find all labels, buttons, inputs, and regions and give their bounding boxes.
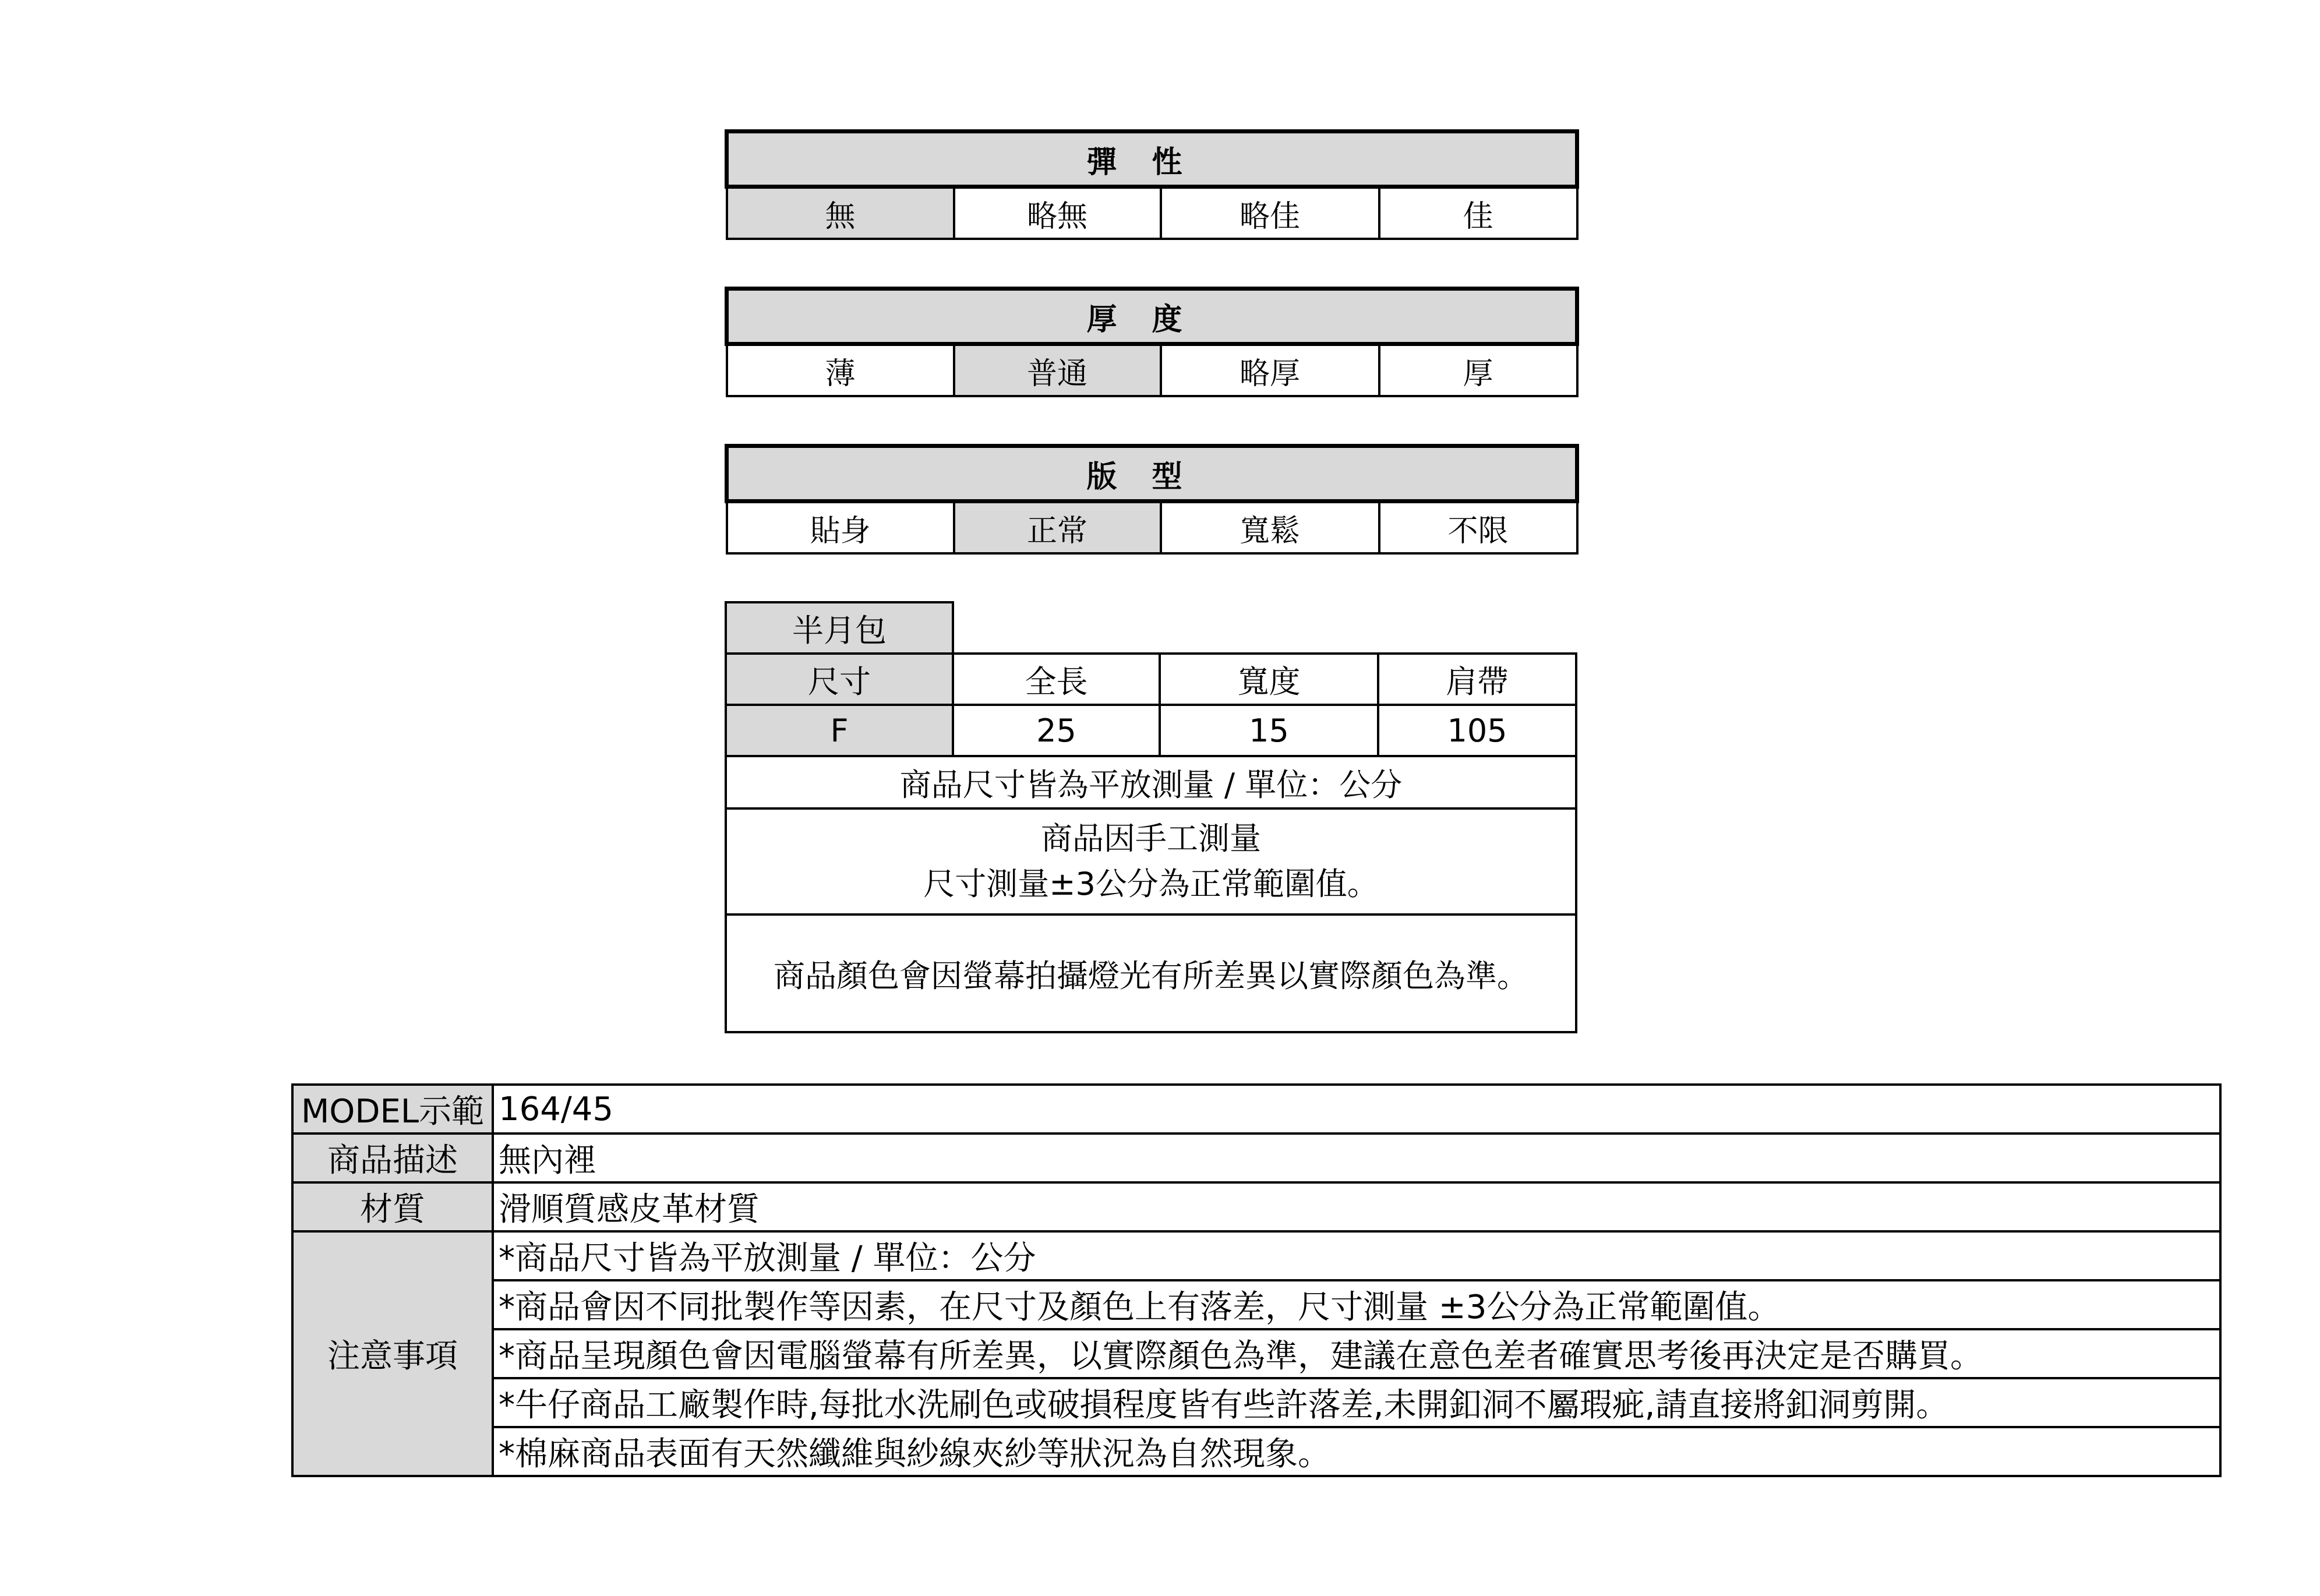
description-value: 無內裡	[493, 1134, 2220, 1182]
title-spacer	[953, 602, 1576, 654]
handmade-note	[726, 808, 1576, 914]
handmade-note-line2: 尺寸測量±3公分為正常範圍值。	[923, 866, 1379, 902]
elasticity-option-good: 佳	[1379, 187, 1577, 239]
width-header: 寬度	[1160, 654, 1378, 705]
description-label: 商品描述	[292, 1134, 493, 1182]
model-value: 164/45	[493, 1085, 2220, 1134]
fit-option-slim: 貼身	[727, 502, 954, 554]
table-row	[726, 705, 1576, 756]
elasticity-option-slightly-none: 略無	[954, 187, 1161, 239]
color-note: 商品顏色會因螢幕拍攝燈光有所差異以實際顏色為準。	[726, 914, 1576, 1032]
width-value: 15	[1160, 705, 1378, 756]
product-name: 半月包	[726, 602, 953, 654]
note-item: *商品呈現顏色會因電腦螢幕有所差異，以實際顏色為準，建議在意色差者確實思考後再決定是否購買。	[493, 1329, 2220, 1378]
thickness-option-thick: 厚	[1379, 344, 1577, 397]
fit-option-regular: 正常	[954, 502, 1161, 554]
note-item: *商品尺寸皆為平放測量 / 單位：公分	[493, 1231, 2220, 1280]
thickness-option-slightly-thick: 略厚	[1161, 344, 1379, 397]
thickness-option-normal: 普通	[954, 344, 1161, 397]
size-chart-table	[725, 601, 1577, 1033]
elasticity-option-slightly-good: 略佳	[1161, 187, 1379, 239]
model-label: MODEL示範	[292, 1085, 493, 1134]
length-value: 25	[953, 705, 1160, 756]
note-item: *商品會因不同批製作等因素，在尺寸及顏色上有落差，尺寸測量 ±3公分為正常範圍值。	[493, 1280, 2220, 1329]
elasticity-title: 彈性	[727, 132, 1577, 187]
strap-value: 105	[1378, 705, 1576, 756]
elasticity-table	[725, 129, 1579, 240]
material-value: 滑順質感皮革材質	[493, 1182, 2220, 1231]
thickness-table	[725, 287, 1579, 397]
note-item: *牛仔商品工廠製作時,每批水洗刷色或破損程度皆有些許落差,未開釦洞不屬瑕疵,請直接將釦洞剪開。	[493, 1378, 2220, 1427]
fit-table	[725, 444, 1579, 555]
notes-label: 注意事項	[292, 1231, 493, 1476]
elasticity-option-none: 無	[727, 187, 954, 239]
fit-title: 版型	[727, 446, 1577, 502]
thickness-option-thin: 薄	[727, 344, 954, 397]
handmade-note-line1: 商品因手工測量	[1041, 820, 1262, 857]
length-header: 全長	[953, 654, 1160, 705]
strap-header: 肩帶	[1378, 654, 1576, 705]
size-header: 尺寸	[726, 654, 953, 705]
fit-option-unlimited: 不限	[1379, 502, 1577, 554]
fit-option-loose: 寬鬆	[1161, 502, 1379, 554]
material-label: 材質	[292, 1182, 493, 1231]
measure-note: 商品尺寸皆為平放測量 / 單位：公分	[726, 756, 1576, 808]
note-item: *棉麻商品表面有天然纖維與紗線夾紗等狀況為自然現象。	[493, 1427, 2220, 1476]
size-value: F	[726, 705, 953, 756]
thickness-title: 厚度	[727, 289, 1577, 344]
product-info-table	[291, 1083, 2222, 1477]
